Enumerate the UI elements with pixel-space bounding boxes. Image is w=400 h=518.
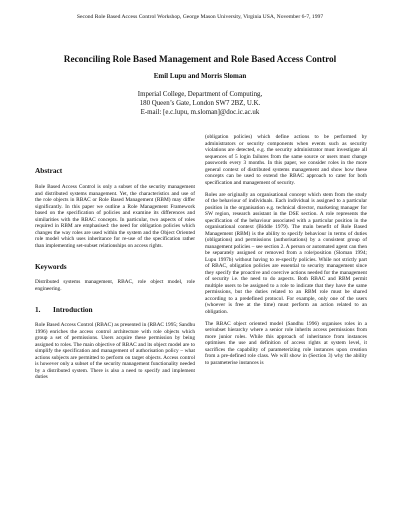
workshop-header-note: Second Role Based Access Control Workshop, George Mason University, Virginia USA, November 6-7, 1997	[76, 14, 324, 20]
paper-authors: Emil Lupu and Morris Sloman	[153, 72, 247, 80]
right-column	[205, 134, 367, 372]
paper-title: Reconciling Role Based Management and Role Based Access Control	[63, 55, 337, 65]
affiliation-line-1: Imperial College, Department of Computing,	[137, 91, 263, 98]
affiliation-line-2: 180 Queen’s Gate, London SW7 2BZ, U.K.	[139, 100, 261, 108]
introduction-text: Role Based Access Control (RBAC) as presented in (RBAC 1995; Sandhu 1996) enriches the access control architecture with role objects which group a set of permissions. Users acquire these permission by being assigned to roles. The main objective of RBAC and its object model are to simplify the specification and management of authorisation policy – what actions subjects are permitted to perform on target objects. Access control is however only a subset of the security management functionality needed by a distributed system. There is also a need to specify and implement duties	[35, 322, 195, 380]
keywords-heading: Keywords	[35, 262, 67, 271]
abstract-section	[35, 184, 195, 249]
abstract-text: Role Based Access Control is only a subset of the security management and distributed systems management. Yet, the characteristics and use of the role objects in RBAC or Role Based Management (RBM) may differ significantly. In this paper we outline a Role Management Framework based on the specification of policies and examine its differences and similarities with the RBAC concepts. In particular, two aspects of roles required in RBM are emphasised: the need for obligation policies which changes the way roles are used within the system and the Object Oriented role model which uses inheritance for re-use of the specification rather than implementing set-subset relationships on access rights.	[35, 184, 195, 249]
right-paragraph-3: The RBAC object oriented model (Sandhu 1996) organises roles in a set/subset hierarchy where a senior role inherits access permissions from more junior roles. While this approach of inheritance from instances optimises the use and definition of access rights at system level, it sacrifices the capability of parameterizing role instances upon creation from a pre-defined role class. We will show in (Section 3) why the ability to parameterise instances is	[205, 320, 367, 366]
keywords-section	[35, 279, 195, 292]
introduction-heading	[35, 305, 93, 314]
right-paragraph-2: Roles are originally an organisational concept which stem from the study of the behaviour of individuals. Each individual is assigned to a particular position in the organisation e.g. technical director, marketing manager for SW region, research assistant in the DSE section. A role represents the specification of the behaviour associated with a particular position in the organisational context (Biddle 1979). The main benefit of Role Based Management (RBM) is the ability to specify behaviour in terms of duties (obligations) and permissions (authorisations) by a consistent group of management policies – see section 2. A person or automated agent can then be separately assigned or removed from a role/position (Sloman 1994; Lupu 1997b) without having to re-specify policies. While not strictly part of RBAC, obligation policies are essential to security management since they specify the proactive and coercive actions needed for the management of security i.e. the need to do aspects. Both RBAC and RBM permit multiple users to be assigned to a role to indicate that they have the same permissions, but the duties related to an RBM role must be shared according to a predefined protocol. For example, only one of the users (whoever is free at the time) must perform an action related to an obligation.	[205, 191, 367, 315]
introduction-section	[35, 322, 195, 381]
right-paragraph-1: (obligation policies) which define actions to be performed by administrators or security components when events such as security violations are detected, e.g. the security administrator must investigate all sequences of 5 login failures from the same source or users must change passwords every 3 months. In this paper, we consider roles in the more general context of distributed systems management and show how these concepts can be used to extend the RBAC approach to cater for both specification and management of security.	[205, 134, 367, 186]
abstract-heading: Abstract	[35, 166, 63, 175]
keywords-text: Distributed systems management, RBAC, role object model, role engineering.	[35, 279, 195, 292]
introduction-number: 1.	[35, 305, 41, 314]
introduction-title: Introduction	[53, 305, 93, 314]
author-affiliation	[0, 90, 400, 118]
affiliation-email: E-mail: [e.c.lupu, m.sloman]@doc.ic.ac.uk	[140, 109, 260, 117]
